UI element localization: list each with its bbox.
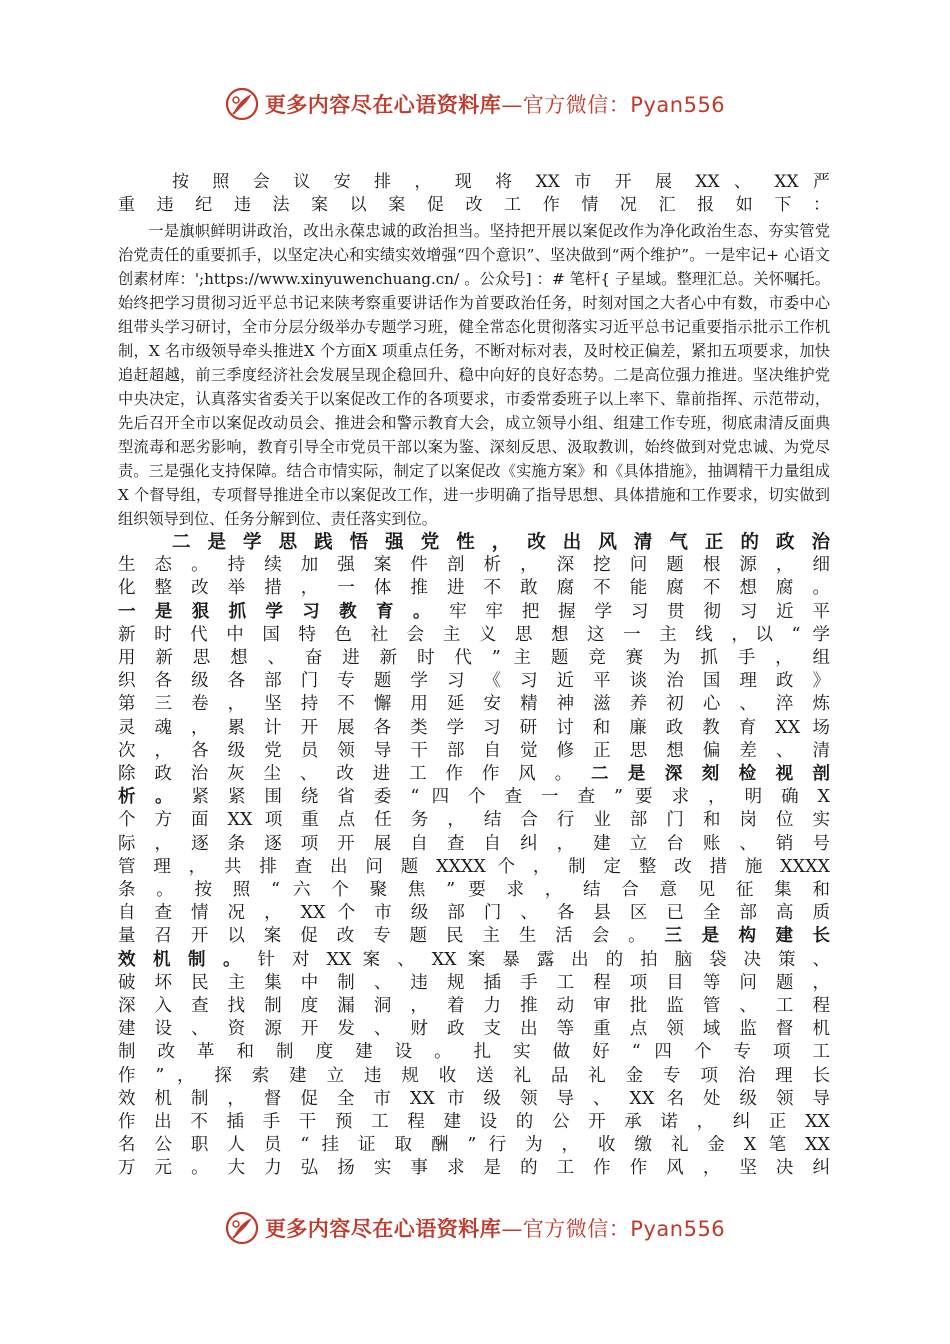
- banner-text: [265, 1213, 725, 1243]
- line-text: 牢 牢 把 握 学 习 贯 彻 习 近 平: [449, 601, 830, 622]
- intro-line-2: 重 违 纪 违 法 案 以 案 促 改 工 作 情 况 汇 报 如 下 ：: [118, 195, 830, 215]
- section2-line: 效 机 制 ， 督 促 全 市 XX 市 级 领 导 、 XX 名 处 级 领 导: [118, 1088, 830, 1109]
- section2-line: 灵 魂 ， 累 计 开 展 各 类 学 习 研 讨 和 廉 政 教 育 XX 场: [118, 717, 830, 738]
- section2-line: [118, 786, 830, 809]
- section2-line: 用 新 思 想 、 奋 进 新 时 代 ” 主 题 竞 赛 为 抓 手 ， 组: [118, 648, 830, 669]
- document-body: [118, 171, 830, 1181]
- section2-line: [118, 925, 830, 948]
- quill-logo-icon: [225, 87, 259, 121]
- section2-line: 深 入 查 找 制 度 漏 洞 ， 着 力 推 动 审 批 监 管 、 工 程: [118, 996, 830, 1017]
- section2-line: 万 元 。 大 力 弘 扬 实 事 求 是 的 工 作 作 风 ， 坚 决 纠: [118, 1158, 830, 1179]
- section2-line: 次 ， 各 级 党 员 领 导 干 部 自 觉 修 正 思 想 偏 差 、 清: [118, 740, 830, 761]
- section2-line: 生 态 。 持 续 加 强 案 件 剖 析 ， 深 挖 问 题 根 源 ， 细: [118, 555, 830, 576]
- section2-line: 个 方 面 XX 项 重 点 任 务 ， 结 合 行 业 部 门 和 岗 位 实: [118, 810, 830, 831]
- banner-wechat: 官方微信：Pyan556: [522, 93, 726, 117]
- section2-line: [118, 601, 830, 624]
- section2-line: 管 理 ， 共 排 查 出 问 题 XXXX 个 ， 制 定 整 改 措 施 XXXX: [118, 856, 830, 877]
- section2-line: 二 是 学 思 践 悟 强 党 性 ， 改 出 风 清 气 正 的 政 治: [172, 532, 830, 553]
- line-text: 紧 紧 围 绕 省 委 “ 四 个 查 一 查 ” 要 求 ， 明 确 X: [191, 787, 830, 808]
- section2-line: 破 坏 民 主 集 中 制 、 违 规 插 手 工 程 项 目 等 问 题 ，: [118, 972, 830, 993]
- header-banner: [0, 84, 950, 124]
- bold-lead: 效 机 制 。: [118, 949, 247, 970]
- section2-line: 作 出 不 插 手 干 预 工 程 建 设 的 公 开 承 诺 ， 纠 正 XX: [118, 1112, 830, 1133]
- banner-dash: —: [501, 1217, 523, 1241]
- banner-title: 更多内容尽在心语资料库: [264, 1217, 502, 1241]
- section2-line: 条 。 按 照 “ 六 个 聚 焦 ” 要 求 ， 结 合 意 见 征 集 和: [118, 880, 830, 901]
- bold-lead: 二 是 深 刻 检 视 剖: [591, 764, 830, 785]
- line-text: 针 对 XX 案 、 XX 案 暴 露 出 的 拍 脑 袋 决 策 、: [257, 949, 830, 970]
- section2-line: 制 改 革 和 制 度 建 设 。 扎 实 做 好 “ 四 个 专 项 工: [118, 1042, 830, 1063]
- banner-wechat: 官方微信：Pyan556: [522, 1217, 726, 1241]
- section2-line: 新 时 代 中 国 特 色 社 会 主 义 思 想 这 一 主 线 ，以 “ 学: [118, 624, 830, 645]
- bold-lead: 析 。: [118, 787, 180, 808]
- section2-line: 自 查 情 况 ， XX 个 市 级 部 门 、 各 县 区 已 全 部 高 质: [118, 903, 830, 924]
- banner-text: [265, 89, 725, 119]
- section2-line: 作 ” ， 探 索 建 立 违 规 收 送 礼 品 礼 金 专 项 治 理 长: [118, 1065, 830, 1086]
- banner-title: 更多内容尽在心语资料库: [264, 93, 502, 117]
- line-text: 除 政 治 灰 尘 、 改 进 工 作 作 风 。: [118, 764, 579, 785]
- section2-line: 织 各 级 各 部 门 专 题 学 习 《 习 近 平 谈 治 国 理 政 》: [118, 671, 830, 692]
- section2-line: [118, 949, 830, 972]
- section2-line: 名 公 职 人 员 “ 挂 证 取 酬 ” 行 为 ， 收 缴 礼 金 X 笔 XX: [118, 1135, 830, 1156]
- section2-line: 建 设 、 资 源 开 发 、 财 政 支 出 等 重 点 领 域 监 督 机: [118, 1019, 830, 1040]
- line-text: 量 召 开 以 案 促 改 专 题 民 主 生 活 会 。: [118, 926, 653, 947]
- section-two: [118, 531, 830, 1181]
- body-paragraph: 一是旗帜鲜明讲政治，改出永葆忠诚的政治担当。坚持把开展以案促改作为净化政治生态、夯实管党治党责任的重要抓手，以坚定决心和实绩实效增强“四个意识”、坚决做到“两个维护”。一是牢记+ 心语文创素材库：';https://www.xinyuwenchuang.cn/ 。公众号] ：# 笔杆{ 子星域。整理汇总。关怀嘱托。始终把学习贯彻习近平总书记来陕考察重要讲话作为首要政治任务，时刻对国之大者心中有数，市委中心组带头学习研讨，全市分层分级举办专题学习班，健全常态化贯彻落实习近平总书记重要指示批示工作机制，X 名市级领导牵头推进X 个方面X 项重点任务，不断对标对表，及时校正偏差，紧扣五项要求，加快追赶超越，前三季度经济社会发展呈现企稳回升、稳中向好的良好态势。二是高位强力推进。坚决维护党中央决定，认真落实省委关于以案促改工作的各项要求，市委常委班子以上率下、靠前指挥、示范带动，先后召开全市以案促改动员会、推进会和警示教育大会，成立领导小组、组建工作专班，彻底肃清反面典型流毒和恶劣影响，教育引导全市党员干部以案为鉴、深刻反思、汲取教训，始终做到对党忠诚、为党尽责。三是强化支持保障。结合市情实际，制定了以案促改《实施方案》和《具体措施》，抽调精干力量组成X 个督导组，专项督导推进全市以案促改工作，进一步明确了指导思想、具体措施和工作要求，切实做到组织领导到位、任务分解到位、责任落实到位。: [118, 222, 830, 528]
- footer-banner: [0, 1208, 950, 1248]
- section2-line: [118, 763, 830, 786]
- bold-lead: 三 是 构 建 长: [664, 926, 830, 947]
- section2-line: 化 整 改 举 措 ， 一 体 推 进 不 敢 腐 不 能 腐 不 想 腐 。: [118, 578, 830, 599]
- intro-line-1: 按 照 会 议 安 排 ， 现 将 XX 市 开 展 XX 、 XX 严: [172, 172, 830, 192]
- banner-dash: —: [501, 93, 523, 117]
- section2-line: 第 三 卷 ， 坚 持 不 懈 用 延 安 精 神 滋 养 初 心 、 淬 炼: [118, 694, 830, 715]
- section2-line: 际 ， 逐 条 逐 项 开 展 自 查 自 纠 ， 建 立 台 账 、 销 号: [118, 833, 830, 854]
- bold-lead: 一 是 狠 抓 学 习 教 育 。: [118, 601, 437, 622]
- quill-logo-icon: [225, 1211, 259, 1245]
